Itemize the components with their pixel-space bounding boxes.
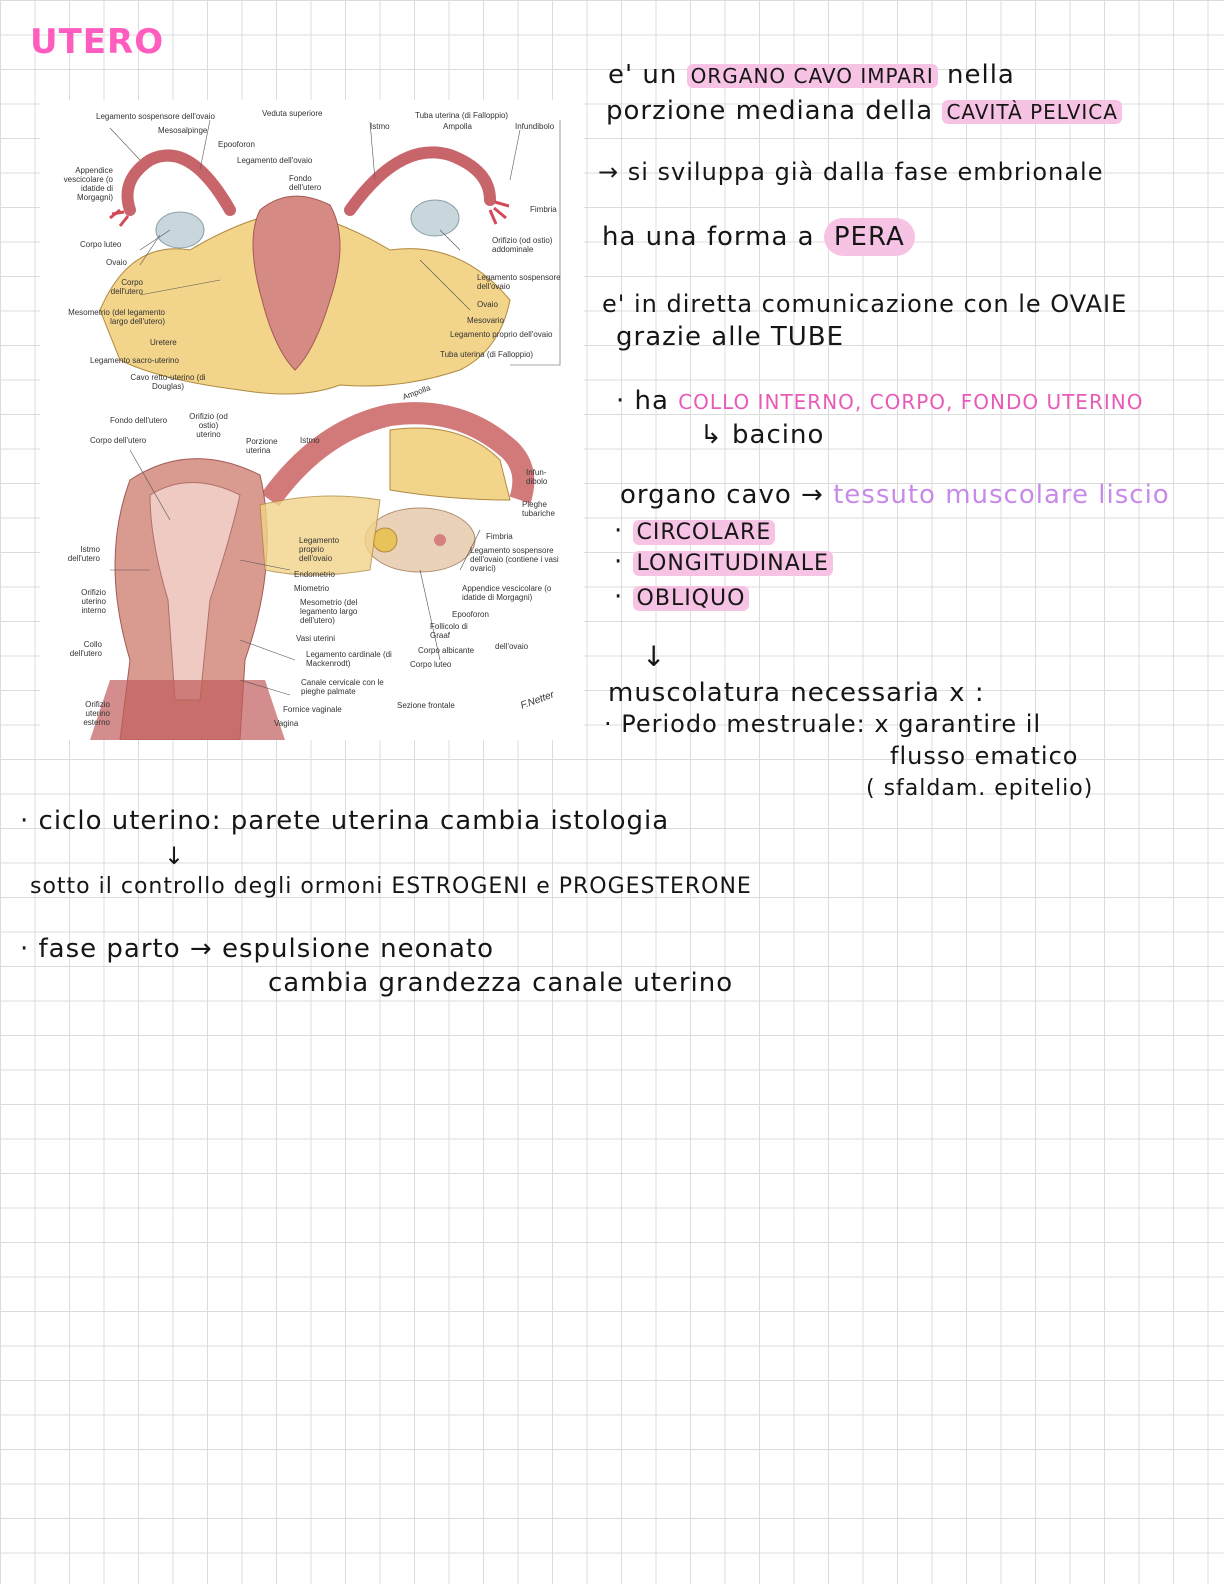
bullet: ·	[614, 516, 633, 546]
label-istmo-top: Istmo	[370, 122, 390, 131]
label-follicolo: Follicolo di Graaf	[430, 622, 468, 640]
label-legamento-proprio: Legamento proprio dell'ovaio	[450, 330, 553, 339]
note-highlight: PERA	[824, 218, 915, 256]
label-istmo-section: Istmo	[300, 436, 320, 445]
note-line-1	[608, 60, 1015, 90]
label-legamento-proprio-section: Legamento proprio dell'ovaio	[299, 536, 340, 563]
bottom-note-1: · ciclo uterino: parete uterina cambia istologia	[20, 806, 670, 836]
label-endometrio: Endometrio	[294, 570, 335, 579]
label-orifizio-esterno: Orifizio uterino esterno	[83, 700, 110, 727]
label-sezione-frontale: Sezione frontale	[397, 701, 455, 710]
label-mesometrio-section: Mesometrio (del legamento largo dell'utero)	[300, 598, 358, 625]
label-mesovario: Mesovario	[467, 316, 504, 325]
label-orifizio-section: Orifizio (od ostio) uterino	[189, 412, 228, 439]
note-line-12	[614, 582, 749, 612]
note-line-5: e' in diretta comunicazione con le OVAIE	[602, 290, 1128, 318]
label-mesosalpinge: Mesosalpinge	[158, 126, 208, 135]
label-dellovaio: dell'ovaio	[495, 642, 529, 651]
note-line-3: → si sviluppa già dalla fase embrionale	[598, 158, 1104, 186]
label-ovaio-top: Ovaio	[106, 258, 127, 267]
note-text: porzione mediana della	[606, 96, 934, 126]
uterus-anatomy-figure	[40, 100, 584, 740]
note-highlight: OBLIQUO	[633, 586, 750, 611]
label-legamento-cardinale: Legamento cardinale (di Mackenrodt)	[306, 650, 392, 668]
label-corpo-section: Corpo dell'utero	[90, 436, 147, 445]
label-fondo-top: Fondo dell'utero	[289, 174, 322, 192]
note-text: organo cavo →	[620, 480, 824, 510]
note-text: ha una forma a	[602, 222, 815, 252]
label-istmo-utero: Istmo dell'utero	[67, 545, 100, 563]
label-vagina: Vagina	[274, 719, 299, 728]
note-line-13: muscolatura necessaria x :	[608, 678, 985, 708]
note-line-10	[614, 516, 775, 546]
label-fimbria-section: Fimbria	[486, 532, 513, 541]
label-canale-cervicale: Canale cervicale con le pieghe palmate	[301, 678, 384, 696]
label-tuba-uterina-2: Tuba uterina (di Falloppio)	[440, 350, 534, 359]
label-tuba-uterina: Tuba uterina (di Falloppio)	[415, 111, 509, 120]
bullet: ·	[614, 547, 633, 577]
label-fornice-vaginale: Fornice vaginale	[283, 705, 342, 714]
label-infundibolo-top: Infundibolo	[515, 122, 555, 131]
label-ampolla-top: Ampolla	[443, 122, 472, 131]
label-uretere: Uretere	[150, 338, 177, 347]
note-text: nella	[947, 60, 1015, 90]
bullet: ·	[614, 582, 633, 612]
note-line-8: ↳ bacino	[700, 420, 825, 450]
label-fimbria-top: Fimbria	[530, 205, 557, 214]
note-highlight: LONGITUDINALE	[633, 551, 833, 576]
note-violet-text: tessuto muscolare liscio	[833, 480, 1170, 510]
label-corpo-albicante: Corpo albicante	[418, 646, 475, 655]
note-line-11	[614, 547, 833, 577]
label-legamento-sospensore-section: Legamento sospensore dell'ovaio (contiene i vasi ovarici)	[470, 546, 559, 573]
page-title: UTERO	[30, 22, 165, 62]
note-highlight: CAVITÀ PELVICA	[942, 100, 1122, 124]
label-miometrio: Miometrio	[294, 584, 330, 593]
down-arrow: ↓	[642, 640, 667, 673]
label-legamento-sacro: Legamento sacro-uterino	[90, 356, 179, 365]
label-fondo-section: Fondo dell'utero	[110, 416, 168, 425]
label-corpo-luteo-section: Corpo luteo	[410, 660, 452, 669]
note-line-15: flusso ematico	[890, 742, 1079, 770]
label-ovaio-top-2: Ovaio	[477, 300, 498, 309]
note-line-7	[616, 386, 1143, 416]
bottom-down-arrow: ↓	[164, 842, 186, 870]
label-porzione-uterina: Porzione uterina	[246, 437, 278, 455]
label-pieghe-tubariche: Pieghe tubariche	[522, 500, 555, 518]
label-legamento-ovaio: Legamento dell'ovaio	[237, 156, 313, 165]
note-text: · ha	[616, 386, 669, 416]
label-collo-utero: Collo dell'utero	[69, 640, 102, 658]
note-highlight: ORGANO CAVO IMPARI	[687, 64, 938, 88]
note-line-2	[606, 96, 1122, 126]
bottom-note-3: · fase parto → espulsione neonato	[20, 934, 495, 964]
bottom-note-4: cambia grandezza canale uterino	[268, 968, 734, 998]
label-vasi-uterini: Vasi uterini	[296, 634, 335, 643]
label-corpo-luteo-top: Corpo luteo	[80, 240, 122, 249]
note-pink-text: COLLO INTERNO, CORPO, FONDO UTERINO	[678, 390, 1144, 414]
note-line-9	[620, 480, 1170, 510]
note-line-16: ( sfaldam. epitelio)	[866, 776, 1094, 801]
netter-signature: F.Netter	[519, 689, 556, 712]
label-corpo-utero-top: Corpo dell'utero	[110, 278, 143, 296]
label-cavo-retto: Cavo retto-uterino (di Douglas)	[130, 373, 206, 391]
note-line-6: grazie alle TUBE	[616, 322, 845, 352]
label-infundibolo-section: Infun-dibolo	[526, 468, 548, 486]
label-legamento-sospensore-2: Legamento sospensore dell'ovaio	[477, 273, 561, 291]
label-epooforon-top: Epooforon	[218, 140, 255, 149]
note-line-4	[602, 222, 915, 252]
label-orifizio-interno: Orifizio uterino interno	[81, 588, 106, 615]
label-orifizio-addominale: Orifizio (od ostio) addominale	[492, 236, 553, 254]
label-legamento-sospensore: Legamento sospensore dell'ovaio	[96, 112, 215, 121]
note-line-14: · Periodo mestruale: x garantire il	[604, 710, 1042, 738]
note-text: e' un	[608, 60, 678, 90]
label-epooforon-section: Epooforon	[452, 610, 489, 619]
bottom-note-2: sotto il controllo degli ormoni ESTROGENI e PROGESTERONE	[30, 874, 752, 899]
label-veduta-superiore: Veduta superiore	[262, 109, 323, 118]
note-highlight: CIRCOLARE	[633, 520, 776, 545]
label-ampolla-section: Ampolla	[401, 383, 432, 402]
label-appendice-top: Appendice vescicolare (o idatide di Morgagni)	[63, 166, 113, 202]
label-mesometrio-top: Mesometrio (del legamento largo dell'utero)	[68, 308, 165, 326]
label-appendice-section: Appendice vescicolare (o idatide di Morgagni)	[462, 584, 552, 602]
